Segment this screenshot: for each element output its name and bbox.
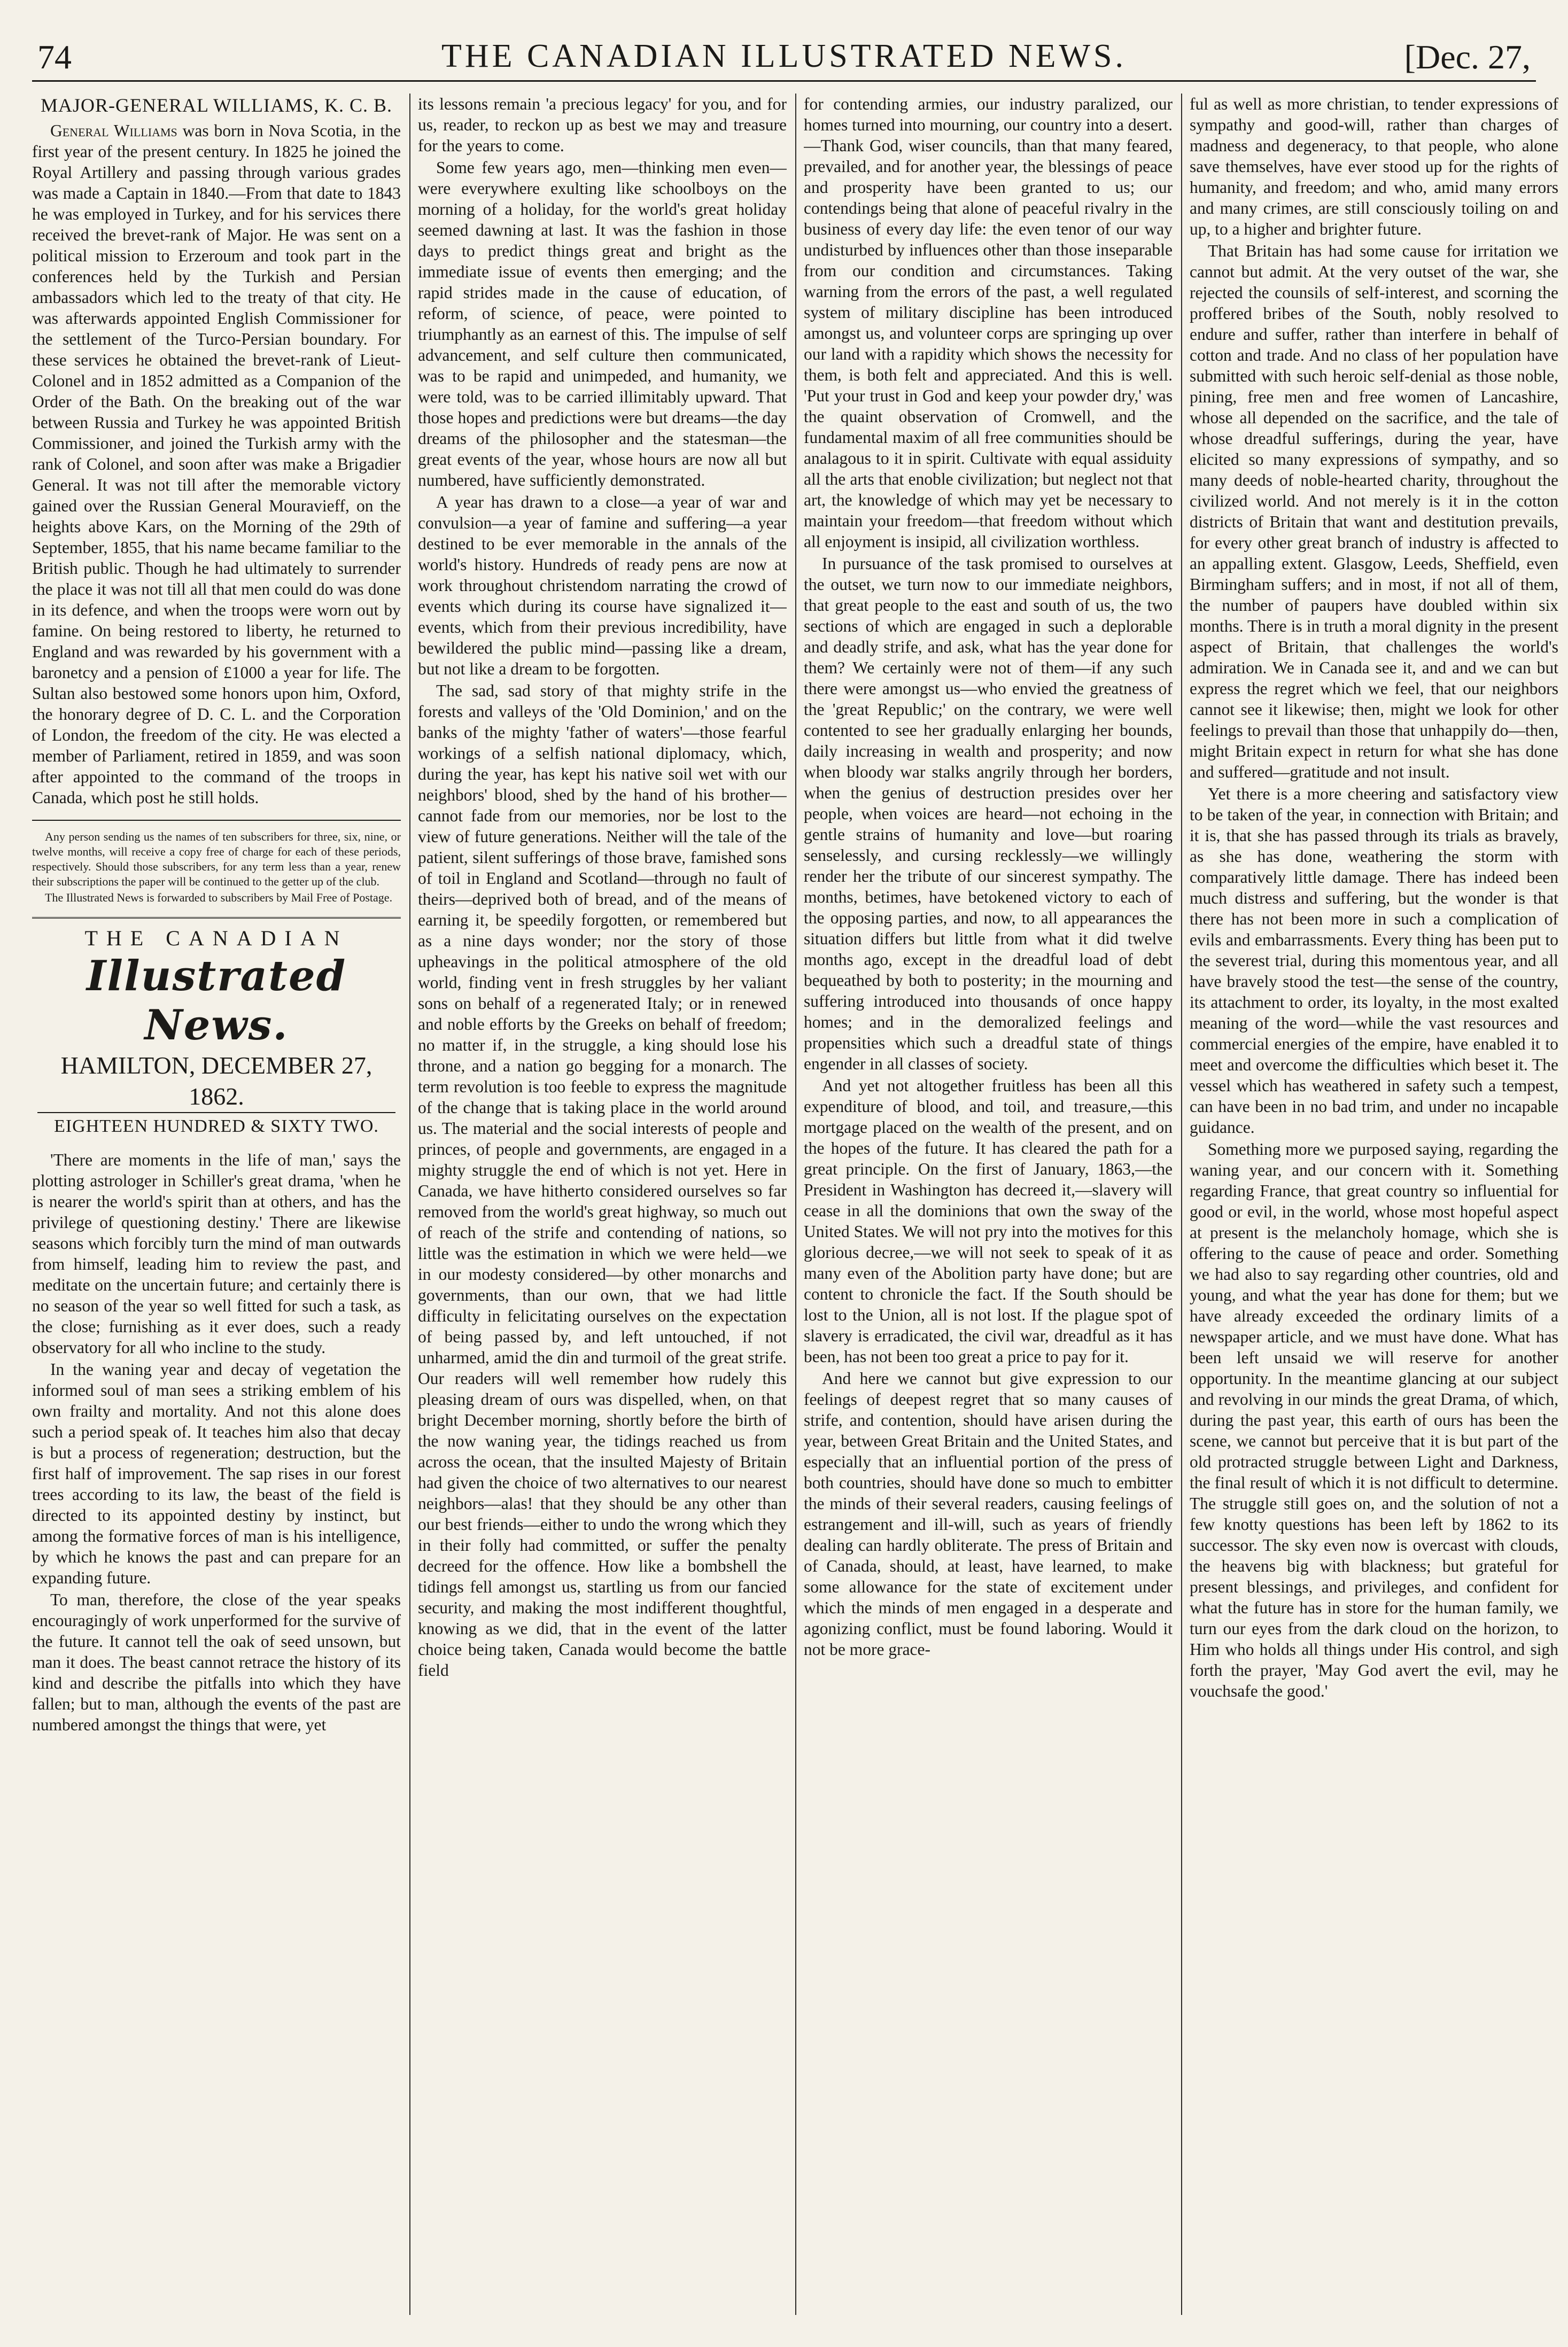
bio-text: was born in Nova Scotia, in the first year of the present century. In 1825 he joined the Royal Artillery and passing through various grades was made a Captain in 1840.—From that date to 1843 he was employed in Turkey, and for his services there received the brevet-rank of Major. He was sent on a political mission to Erzeroum and took part in the conferences held by the Turkish and Persian ambassadors which led to the treaty of that city. He was afterwards appointed English Commissioner for the settlement of the Turco-Persian boundary. For these services he obtained the brevet-rank of Lieut-Colonel and in 1852 admitted as a Companion of the Order of the Bath. On the breaking out of the war between Russia and Turkey he was appointed British Commissioner, and joined the Turkish army with the rank of Colonel, and soon after was make a Brigadier General. It was not till after the memorable victory gained over the Russian General Mouravieff, on the heights above Kars, on the Morning of the 29th of September, 1855, that his name became familiar to the British public. Though he had ultimately to surrender the place it was not till all that men could do was done in its defence, and when the troops were worn out by famine. On being restored to liberty, he returned to England and was rewarded by his government with a baronetcy and a pension of £1000 a year for life. The Sultan also bestowed some honors upon him, Oxford, the honorary degree of D. C. L. and the Corporation of London, the freedom of the city. He was elected a member of Parliament, retired in 1859, and was soon after appointed to the command of the troops in Canada, which post he still holds.: [32, 121, 401, 807]
page-header: [32, 21, 1536, 82]
article-paragraph: And yet not altogether fruitless has been all this expenditure of blood, and toil, and treasure,—this mortgage placed on the wealth of the present, and on the hopes of the future. It has cleared the path for a great principle. On the first of January, 1863,—the President in Washington has decreed it,—slavery will cease in all the dominions that own the sway of the United States. We will not pry into the motives for this glorious decree,—we will not seek to speak of it as many even of the Abolition party have done; but are content to chronicle the fact. If the South should be lost to the Union, all is not lost. If the plague spot of slavery is erradicated, the civil war, dreadful as it has been, has not been too great a price to pay for it.: [804, 1076, 1173, 1366]
notice-paragraph: The Illustrated News is forwarded to subscribers by Mail Free of Postage.: [45, 891, 393, 904]
article-paragraph: In pursuance of the task promised to ourselves at the outset, we turn now to our immediate neighbors, that great people to the east and south of us, the two sections of which are engaged in such a deplorable and deadly strife, and ask, what has the year done for them? We certainly were not of them—if any such there were amongst us—who envied the greatness of the 'great Republic;' on the contrary, we were well contented to see her gradually enlarging her bounds, daily increasing in wealth and prosperity; and now when bloody war stalks angrily through her borders, when the genius of destruction presides over her people, when voices are heard—not echoing in the gentle strains of humanity and love—but roaring senselessly, and cursing recklessly—we willingly render her the tribute of our sincerest sympathy. The months, betimes, have betokened victory to each of the opposing parties, and now, to all appearances the situation differs but little from what it did twelve months ago, except in the dreadful load of debt bequeathed by both to posterity; in the mourning and suffering introduced into thousands of once happy homes; and in the demoralized feelings and propensities which such a dreadful state of things engender in all classes of society.: [804, 554, 1173, 1073]
article-paragraph: Something more we purposed saying, regarding the waning year, and our concern with it. Something regarding France, that great country so influential for good or evil, in the world, whose most hopeful aspect at present is the melancholy homage, which she is offering to the cause of peace and order. Something we had also to say regarding other countries, old and young, and what the year has done for them; but we have already exceeded the ordinary limits of a newspaper article, and we must have done. What has been left unsaid we will reserve for another opportunity. In the meantime glancing at our subject and revolving in our minds the great Drama, of which, during the past year, this earth of ours has been the scene, we cannot but perceive that it is but part of the old protracted struggle between Light and Darkness, the final result of which it is not difficult to determine. The struggle still goes on, and the solution of not a few knotty questions has been left by 1862 to its successor. The sky even now is overcast with clouds, the heavens big with blackness; but grateful for present blessings, and privileges, and confident for what the future has in store for the human family, we turn our eyes from the dark cloud on the horizon, to Him who holds all things under His control, and sigh forth the prayer, 'May God avert the evil, may he vouchsafe the good.': [1190, 1140, 1558, 1700]
column-divider: [1181, 94, 1182, 2315]
article-paragraph: In the waning year and decay of vegetation the informed soul of man sees a striking emblem of his own frailty and mortality. And not this alone does such a period speak of. It teaches him also that decay is but a process of regeneration; destruction, but the first half of improvement. The sap rises in our forest trees according to its law, the beast of the field is directed to its appointed destiny by instinct, but among the formative forces of man is his intelligence, by which he knows the past and can prepare for an expanding future.: [32, 1360, 401, 1587]
article-paragraph: Some few years ago, men—thinking men even—were everywhere exulting like schoolboys on the morning of a holiday, for the world's great holiday seemed dawning at last. It was the fashion in those days to predict things great and bright as the immediate issue of events then emerging; and the rapid strides made in the cause of education, of reform, of science, of peace, were pointed to triumphantly as an earnest of this. The impulse of self advancement, and self culture then communicated, was to be rapid and unimpeded, and humanity, we were told, was to be carried illimitably upward. That those hopes and predictions were but dreams—the day dreams of the philosopher and the statesman—the great events of the year, whose hours are now all but numbered, have sufficiently demonstrated.: [418, 158, 787, 489]
notice-paragraph: Any person sending us the names of ten subscribers for three, six, nine, or twelve months, will receive a copy free of charge for each of these periods, respectively. Should those subscribers, for any term less than a year, renew their subscriptions the paper will be continued to the getter up of the club.: [32, 830, 401, 888]
article-paragraph: A year has drawn to a close—a year of war and convulsion—a year of famine and suffering—a year destined to be ever memorable in the annals of the world's history. Hundreds of ready pens are now at work throughout christendom narrating the crowd of events which during its course have signalized it—events, which from their previous incredibility, have bewildered the public mind—passing like a dream, but not like a dream to be forgotten.: [418, 493, 787, 678]
article-title: EIGHTEEN HUNDRED & SIXTY TWO.: [54, 1116, 379, 1136]
article-paragraph: its lessons remain 'a precious legacy' for you, and for us, reader, to reckon up as best we may and treasure for the years to come.: [418, 95, 787, 155]
column-divider: [795, 94, 796, 2315]
newspaper-title: THE CANADIAN ILLUSTRATED NEWS.: [441, 38, 1127, 74]
column-1: [32, 94, 401, 2315]
column-2: [418, 94, 787, 2315]
bio-lead: General Williams: [50, 121, 177, 140]
article-paragraph: 'There are moments in the life of man,' says the plotting astrologer in Schiller's great drama, 'when he is nearer the world's spirit than at others, and has the privilege of questioning destiny.' There are likewise seasons which forcibly turn the mind of man outwards from himself, leading him to review the past, and meditate on the uncertain future; and certainly there is no season of the year so well fitted for such a task, as the close; furnishing as it ever does, such a ready observatory for all who incline to the study.: [32, 1151, 401, 1357]
article-paragraph: for contending armies, our industry paralized, our homes turned into mourning, our country into a desert.—Thank God, wiser councils, than that many feared, prevailed, and for another year, the blessings of peace and prosperity have been granted to us; our contendings being that alone of peaceful rivalry in the business of every day life: the even tenor of our way undisturbed by influences other than those inseparable from our condition and circumstances. Taking warning from the errors of the past, a well regulated system of military discipline has been introduced amongst us, and volunteer corps are springing up over our land with a rapidity which shows the necessity for them, is both felt and appreciated. And this is well. 'Put your trust in God and keep your powder dry,' was the quaint observation of Cromwell, and the fundamental maxim of all free communities should be analagous to it in spirit. Cultivate with equal assiduity all the arts that enoble civilization; but neglect not that art, the knowledge of which may yet be necessary to maintain your freedom—that freedom without which all enjoyment is insipid, all civilization worthless.: [804, 95, 1173, 551]
dateline: HAMILTON, DECEMBER 27, 1862.: [37, 1050, 395, 1113]
article-paragraph: That Britain has had some cause for irritation we cannot but admit. At the very outset of the war, she rejected the counsils of self-interest, and scorning the proffered bribes of the South, nobly resolved to endure and suffer, rather than interfere in behalf of cotton and trade. And no class of her population have submitted with such heroic self-denial as those noble, pining, free men and free women of Lancashire, whose all depended on the sacrifice, and the tale of whose dreadful sufferings, during the year, have elicited so many expressions of sympathy, and so many deeds of noble-hearted charity, throughout the civilized world. And not merely is it in the cotton districts of Britain that want and destitution prevails, for every other great branch of industry is affected to an appalling extent. Glasgow, Leeds, Sheffield, even Birmingham suffers; and in most, if not all of them, the number of paupers have doubled within six months. There is in truth a moral dignity in the present aspect of Britain, that challenges the world's admiration. We in Canada see it, and and we can but express the regret which we feel, that our neighbors cannot see it likewise; then, might we look for other feelings to prevail than those that unhappily do—then, might Britain expect in return for what she has done and suffered—gratitude and not insult.: [1190, 242, 1558, 781]
masthead-title: Illustrated News.: [86, 952, 347, 1050]
article-paragraph: To man, therefore, the close of the year speaks encouragingly of work unperformed for the survive of the future. It cannot tell the oak of seed unsown, but man it does. The beast cannot retrace the history of its kind and describe the pitfalls into which they have fallen; but to man, although the events of the past are numbered amongst the things that were, yet: [32, 1590, 401, 1734]
column-divider: [409, 94, 410, 2315]
masthead: [32, 917, 401, 1140]
bio-paragraph: [32, 120, 401, 808]
column-4: [1190, 94, 1558, 2315]
column-3: [804, 94, 1173, 2315]
article-paragraph: Yet there is a more cheering and satisfactory view to be taken of the year, in connection with Britain; and it is, that she has passed through its trials as bravely, as she has done, weathering the storm with comparatively little damage. There has indeed been much distress and suffering, but the wonder is that there has not been more in such a complication of evils and embarrassments. Every thing has been put to the severest trial, during this momentous year, and all have bravely stood the test—the sense of the country, its attachment to order, its loyalty, in the most exalted meaning of the word—while the vast resources and commercial energies of the empire, have enabled it to meet and overcome the difficulties which beset it. The vessel which has weathered in safety such a tempest, can have been in no bad trim, and under no incapable guidance.: [1190, 784, 1558, 1137]
article-paragraph: And here we cannot but give expression to our feelings of deepest regret that so many causes of strife, and contention, should have arisen during the year, between Great Britain and the United States, and especially that an influential portion of the press of both countries, should have done so much to embitter the minds of their several readers, causing feelings of estrangement and ill-will, such as years of friendly dealing can hardly obliterate. The press of Britain and of Canada, should, at least, have learned, to make some allowance for the state of excitement under which the minds of men engaged in a desperate and agonizing conflict, must be found laboring. Would it not be more grace-: [804, 1369, 1173, 1659]
article-paragraph: The sad, sad story of that mighty strife in the forests and valleys of the 'Old Dominion,' and on the banks of the mighty 'father of waters'—those fearful workings of a selfish national diplomacy, which, during the year, has kept his native soil wet with our neighbors' blood, shed by the hand of his brother—cannot fade from our memories, nor be lost to the view of future generations. Neither will the tale of the patient, silent sufferings of those brave, famished sons of toil in England and Scotland—through no fault of theirs—deprived both of bread, and of the means of earning it, be speedily forgotten, or remembered but as a nine days wonder; nor the story of those upheavings in the political atmosphere of the old world, finding vent in fresh struggles by her valiant sons on behalf of a regenerated Italy; or in renewed and noble efforts by the Greeks on behalf of freedom; no matter if, in the struggle, a king should lose his throne, and a nation go begging for a monarch. The term revolution is too feeble to express the magnitude of the change that is taking place in the world around us. The material and the social interests of people and princes, of people and governments, are engaged in a mighty struggle the end of which is not yet. Here in Canada, we have hitherto considered ourselves so far removed from the world's great highway, so much out of reach of the strife and contending of nations, so little was the estimation in which we were held—we in our modesty considered—by other monarchs and governments, than our own, that we had little difficulty in felicitating ourselves on the expectation of being passed by, and left untouched, if not unharmed, amid the din and turmoil of the great strife. Our readers will well remember how rudely this pleasing dream of ours was dispelled, when, on that bright December morning, shortly before the birth of the now waning year, the tidings reached us from across the ocean, that the insulted Majesty of Britain had given the choice of two alternatives to our nearest neighbors—alas! that they should be any other than our best friends—either to undo the wrong which they in their folly had committed, or suffer the penalty decreed for the offence. How like a bombshell the tidings fell amongst us, startling us from our fancied security, and making the most indifferent thoughtful, knowing as we did, that in the event of the latter choice being taken, Canada would become the battle field: [418, 681, 787, 1680]
subscription-notice: [32, 820, 401, 905]
bio-heading: MAJOR-GENERAL WILLIAMS, K. C. B.: [41, 95, 392, 116]
masthead-line: THE CANADIAN: [84, 926, 348, 950]
issue-date: [Dec. 27,: [1404, 38, 1531, 76]
article-paragraph: ful as well as more christian, to tender expressions of sympathy and good-will, rather than charges of madness and degeneracy, to that people, who alone save themselves, have ever stood up for the rights of humanity, and freedom; and who, amid many errors and many crimes, are still consciously toiling on and up, to a higher and brighter future.: [1190, 95, 1558, 238]
page-number: 74: [37, 38, 72, 76]
